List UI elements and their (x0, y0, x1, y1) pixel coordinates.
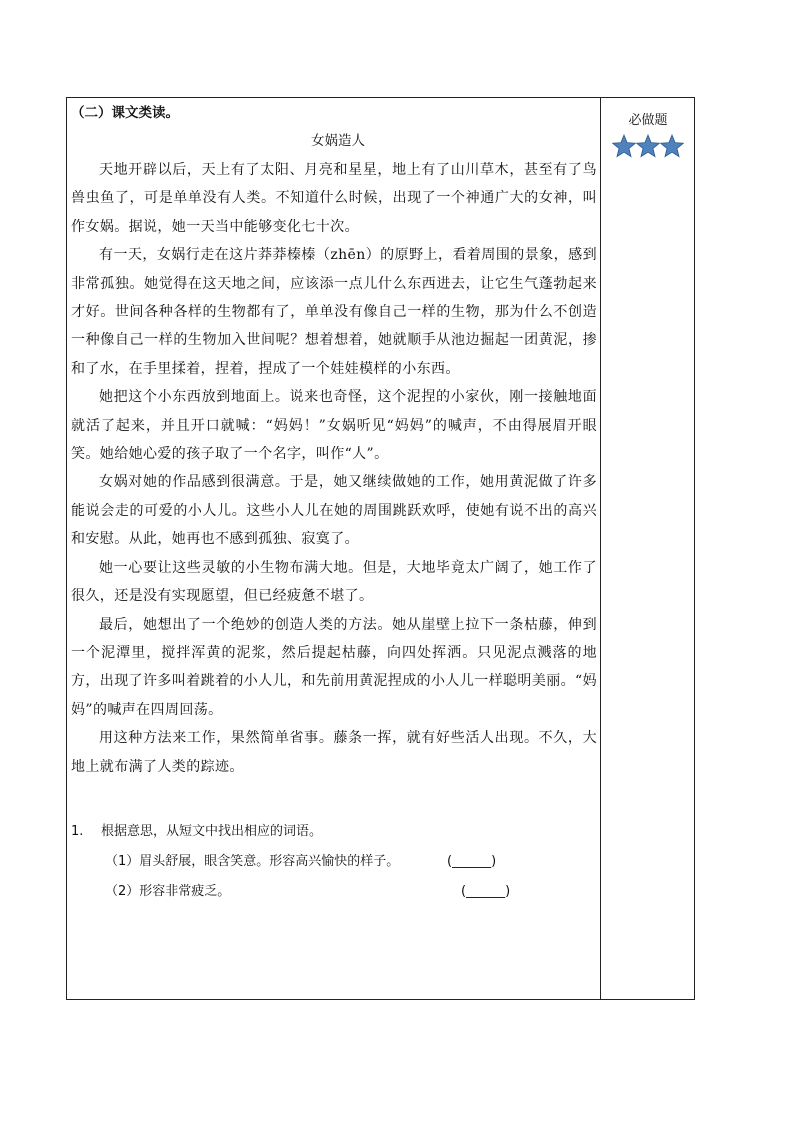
required-label: 必做题 (628, 113, 668, 128)
difficulty-stars (601, 134, 695, 158)
star-icon (612, 134, 636, 158)
answer-blank[interactable]: (______) (461, 883, 511, 899)
paragraph-7: 用这种方法来工作，果然简单省事。藤条一挥，就有好些活人出现。不久，大地上就布满了人类的踪迹。 (71, 730, 597, 775)
star-icon (636, 134, 660, 158)
section-title: （二）课文类读。 (71, 105, 179, 121)
sub-question-text: （1）眉头舒展，眼含笑意。形容高兴愉快的样子。 (105, 853, 400, 869)
questions-section (71, 817, 597, 907)
sub-question-text: （2）形容非常疲乏。 (105, 883, 231, 899)
paragraph-6: 最后，她想出了一个绝妙的创造人类的方法。她从崖壁上拉下一条枯藤，伸到一个泥潭里，搅拌浑黄的泥浆，然后提起枯藤，向四处挥洒。只见泥点溅落的地方，出现了许多叫着跳着的小人儿，和先前用黄泥捏成的小人儿一样聪明美丽。“妈妈”的喊声在四周回荡。 (71, 616, 597, 718)
paragraph-4: 女娲对她的作品感到很满意。于是，她又继续做她的工作，她用黄泥做了许多能说会走的可爱的小人儿。这些小人儿在她的周围跳跃欢呼，使她有说不出的高兴和安慰。从此，她再也不感到孤独、寂寞了。 (71, 474, 597, 548)
answer-blank[interactable]: (______) (447, 853, 497, 869)
question-number: 1. (71, 823, 84, 839)
question-1 (71, 817, 597, 847)
paragraph-1: 天地开辟以后，天上有了太阳、月亮和星星，地上有了山川草木，甚至有了鸟兽虫鱼了，可是单单没有人类。不知道什么时候，出现了一个神通广大的女神，叫作女娲。据说，她一天当中能够变化七十次。 (71, 162, 597, 235)
article-title: 女娲造人 (311, 133, 365, 149)
main-column (71, 100, 597, 907)
side-column (601, 97, 695, 158)
star-icon (660, 134, 684, 158)
paragraph-5: 她一心要让这些灵敏的小生物布满大地。但是，大地毕竟太广阔了，她工作了很久，还是没有实现愿望，但已经疲惫不堪了。 (71, 559, 597, 605)
paragraph-3: 她把这个小东西放到地面上。说来也奇怪，这个泥捏的小家伙，刚一接触地面就活了起来，并且开口就喊：“妈妈！”女娲听见“妈妈”的喊声，不由得展眉开眼笑。她给她心爱的孩子取了一个名字，叫作“人”。 (71, 389, 597, 463)
article-body (71, 156, 597, 781)
sub-question-2 (71, 877, 597, 907)
sub-question-1 (71, 847, 597, 877)
question-text: 根据意思，从短文中找出相应的词语。 (101, 823, 323, 839)
paragraph-2: 有一天，女娲行走在这片莽莽榛榛（zhēn）的原野上，看着周围的景象，感到非常孤独。她觉得在这天地之间，应该添一点儿什么东西进去，让它生气蓬勃起来才好。世间各种各样的生物都有了，单单没有像自己一样的生物，那为什么不创造一种像自己一样的生物加入世间呢？想着想着，她就顺手从池边掘起一团黄泥，掺和了水，在手里揉着，捏着，捏成了一个娃娃模样的小东西。 (71, 247, 597, 377)
column-divider (600, 97, 601, 1000)
